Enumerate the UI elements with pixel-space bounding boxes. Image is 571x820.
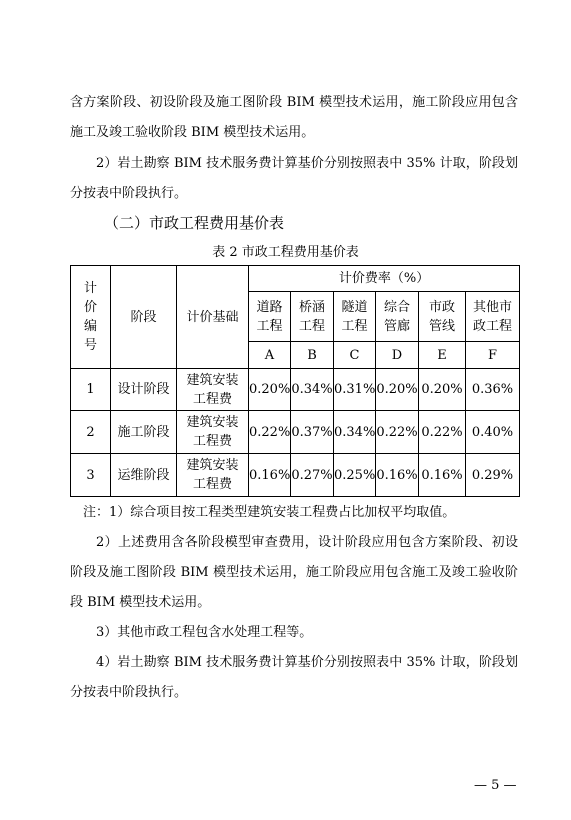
header-category-pipeline: 市政管线 [419,292,466,342]
section-heading: （二）市政工程费用基价表 [104,214,285,232]
header-rate-group: 计价费率（%） [249,266,520,292]
row-rate: 0.29% [466,454,520,497]
row-rate: 0.34% [334,411,376,454]
row-rate: 0.22% [419,411,466,454]
header-number: 计价编号 [71,266,111,369]
header-code-c: C [334,342,376,369]
row-rate: 0.16% [249,454,291,497]
row-rate: 0.16% [376,454,419,497]
municipal-fee-table [70,265,520,497]
row-rate: 0.36% [466,369,520,411]
note-1: 注：1）综合项目按工程类型建筑安装工程费占比加权平均取值。 [83,505,456,520]
table-notes [70,498,518,708]
header-category-road: 道路工程 [249,292,291,342]
row-rate: 0.25% [334,454,376,497]
row-rate: 0.27% [291,454,334,497]
row-rate: 0.20% [249,369,291,411]
header-category-utility-tunnel: 综合管廊 [376,292,419,342]
header-code-e: E [419,342,466,369]
row-rate: 0.16% [419,454,466,497]
header-category-other: 其他市政工程 [466,292,520,342]
page-number: — 5 — [474,778,517,793]
row-stage: 施工阶段 [111,411,177,454]
note-2: 2）上述费用含各阶段模型审查费用，设计阶段应用包含方案阶段、初设阶段及施工图阶段 BIM 模型技术运用，施工阶段应用包含施工及竣工验收阶段 BIM 模型技术运用。 [70,535,518,610]
header-code-a: A [249,342,291,369]
header-code-f: F [466,342,520,369]
header-stage: 阶段 [111,266,177,369]
header-category-bridge: 桥涵工程 [291,292,334,342]
note-4: 4）岩土勘察 BIM 技术服务费计算基价分别按照表中 35% 计取，阶段划分按表中阶段执行。 [70,655,518,700]
row-rate: 0.37% [291,411,334,454]
paragraph-survey-note: 2）岩土勘察 BIM 技术服务费计算基价分别按照表中 35% 计取，阶段划分按表中阶段执行。 [70,156,518,201]
row-rate: 0.20% [419,369,466,411]
row-rate: 0.20% [376,369,419,411]
header-code-b: B [291,342,334,369]
row-number: 1 [71,369,111,411]
header-category-tunnel: 隧道工程 [334,292,376,342]
paragraph-continuation: 含方案阶段、初设阶段及施工图阶段 BIM 模型技术运用，施工阶段应用包含施工及竣工验收阶段 BIM 模型技术运用。 [70,95,518,140]
row-rate: 0.22% [249,411,291,454]
row-basis: 建筑安装工程费 [177,411,249,454]
row-number: 2 [71,411,111,454]
table-row [71,411,520,454]
row-number: 3 [71,454,111,497]
row-rate: 0.40% [466,411,520,454]
row-basis: 建筑安装工程费 [177,454,249,497]
row-rate: 0.34% [291,369,334,411]
row-stage: 运维阶段 [111,454,177,497]
row-rate: 0.31% [334,369,376,411]
table-row [71,369,520,411]
header-code-d: D [376,342,419,369]
table-row [71,454,520,497]
row-stage: 设计阶段 [111,369,177,411]
row-rate: 0.22% [376,411,419,454]
note-3: 3）其他市政工程包含水处理工程等。 [96,625,313,640]
table-caption: 表 2 市政工程费用基价表 [212,245,359,260]
row-basis: 建筑安装工程费 [177,369,249,411]
header-basis: 计价基础 [177,266,249,369]
